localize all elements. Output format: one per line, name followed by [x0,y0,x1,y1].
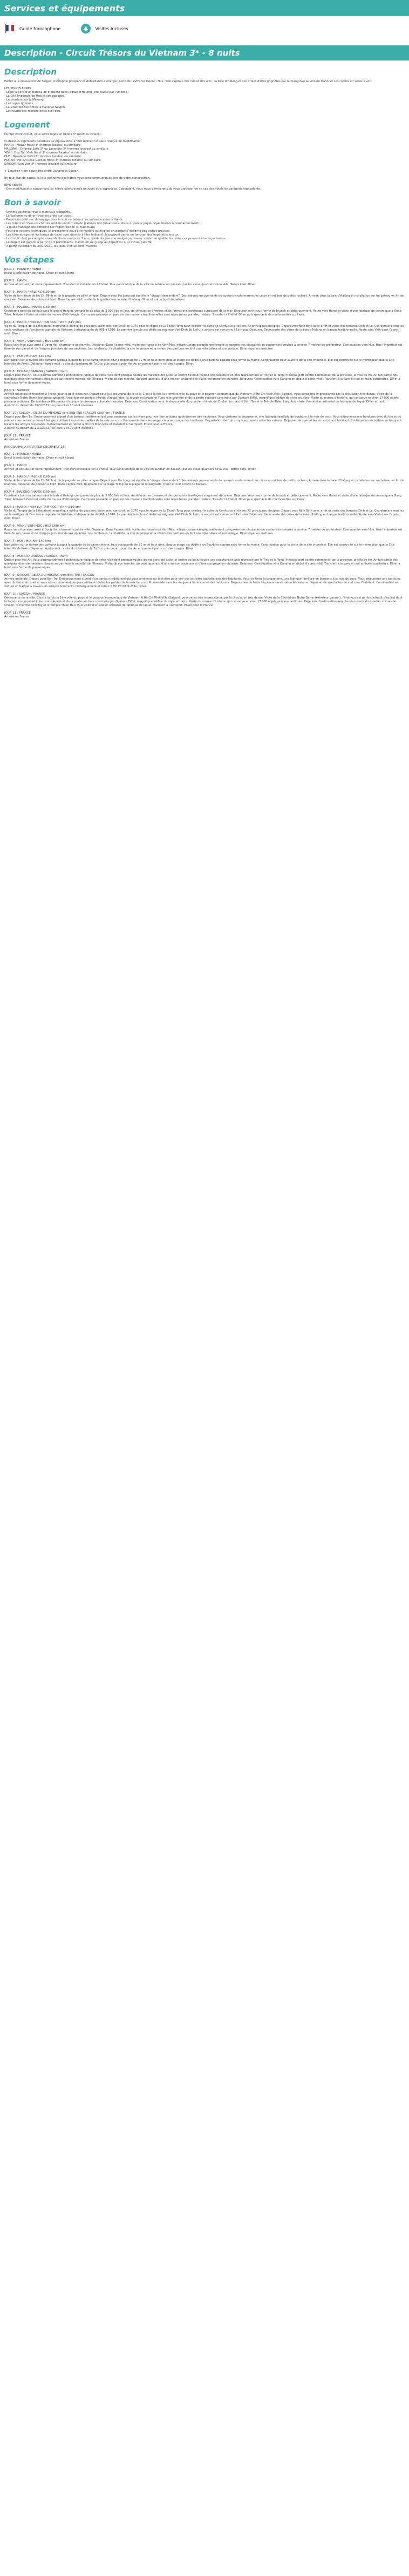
guide-flag-icon [4,23,16,35]
day-text: Arrivée et accueil par notre représentant. Transfert et installation à l'hôtel. Tour panoramique de la ville en autocar en passant par les vieux quartiers de la ville. Temps libre. Dîner. [4,468,256,471]
bon-savoir-item: - Le départ est garanti à partir de 3 participants, maximum 42 (jusqu'au départ du 7/11 inclus, puis 39). [4,241,154,244]
day-title: JOUR 10 : SAIGON / FRANCE [4,593,45,596]
feature-visits [80,23,128,35]
bon-savoir-item: - Rythme soutenu, réveils matinaux fréquents. [4,211,71,214]
day-title: JOUR 11 : FRANCE [4,434,31,438]
day-text: Croisière à bord du bateau dans la baie d'Halong, composée de plus de 3 000 îles et îlots, de silhouettes diverses et de formations karstiques surgissant de la mer. Déjeuner servi sous forme de brunch et débarquement. Route vers Hanoi et visite d'une fabrique de céramique à Dong Trieu. Arrivée à Hanoi et visite du musée d'ethnologie. Ce musée possède un parc où des maisons traditionnelles sont reproduites grandeur nature. Transfert à l'hôtel. Dîner puis spectacle de marionnettes sur l'eau. [4,494,402,501]
hotel-item: VINH : Duy Tan Vinh Hotel 3* (normes locales) ou similaire [4,151,88,154]
day-item [4,279,405,287]
bon-savoir-list [4,211,405,248]
day-text: Croisière à bord du bateau dans la baie d'Halong, composée de plus de 3 000 îles et îlots, de silhouettes diverses et de formations karstiques surgissant de la mer. Déjeuner servi sous forme de brunch et débarquement. Route vers Hanoi et visite d'une fabrique de céramique à Dong Trieu. Arrivée à Hanoi et visite du musée d'ethnologie. Ce musée possède un parc où des maisons traditionnelles sont reproduites grandeur nature. Transfert à l'hôtel. Dîner puis spectacle de marionnettes sur l'eau. [4,310,402,317]
day-item [4,321,405,336]
day-text: Navigation sur la rivière des parfums jusqu'à la pagode de la dame céleste, tour octogonale de 21 m de haut dont chaque étage est dédié à un Bouddha apparu sous forme humaine. Continuation pour la visite de la cité impériale. Elle est construite sur le même plan que la Cité Interdite de Pékin. Déjeuner. Après-midi : visite du tombeau de Tu Duc puis départ pour Hoi An en passant par le col des nuages. Dîner. [4,543,394,550]
day-item [4,490,405,502]
hotel-item: HA LONG : Oriental Sails 3* ou Lavender 3* (normes locales) ou similaire [4,147,108,151]
day-text: Découverte de la ville. C'est à la fois la 1ère ville du pays et le poumon économique du Vietnam. A Hô Chi Minh-Ville (Saigon), vous serez très impressionné par la circulation très dense. Visite de la Cathédrale Notre Dame (extérieur garanti), l'intérieur est parfois interdit d'accès) dont la façade en brique et l'une rare sobriété et de la poste centrale construite par Gustave Eiffel, magnifique édifice de style art déco. Visite du musée d'histoire, qui conserve environ 17 000 objets précieux antiques. Déjeuner. Continuation vers, la découverte du quartier chinois de Cholon, le marché Binh Tay et le Temple Thien Hau. Puis visite d'un atelier artisanal de fabrique de laque. Transfert à l'aéroport. Envol pour la France. [4,596,403,607]
extra-night-text: + 1 nuit en train-couchette entre Danang et Saigon. [4,170,79,173]
hotel-item: HANOI : Flower Hotel 3* (normes locales) ou similaire [4,144,81,147]
hotel-list-intro: Ci-dessous logements possibles ou équivalents, à titre indicatif et sous réserve de modification : [4,140,142,143]
day-title: JOUR 5 : HANOI / HOA LU / TAM COC / VINH (310 km) [4,321,81,324]
hotel-final-note-text: En tout état de cause, la liste définitive des hôtels vous sera communiquée lors de votre convocation. [4,177,151,180]
day-text: Visite du Temple de la Littérature, magnifique édifice de plusieurs bâtiments, construit en 1070 sous le règne de Ly Thanh Tong pour célébrer le culte de Confucius et de ses 72 principaux disciples. Départ vers Ninh Binh avec arrêt et visite des temples Dinh et Le. Ces derniers sont les seuls vestiges de l'ancienne capitale du Vietnam, indépendante de 968 à 1010. Le premier temple est dédié au seigneur Viet Dinh Bo Linh, le second est consacré à Lê Hoan. Déjeuner. Découverte des côtes de la baie d'Halong en barque traditionnelle. Route vers Vinh dans l'après-midi. Dîner. [4,325,404,335]
features-row [0,16,409,41]
point-item: - La croisière sur le Mékong. [4,98,45,102]
day-item [4,611,405,619]
description-intro-text: Partez à la découverte de Saigon, métropole prospère et débordante d'énergie, perle de l'extrême Orient ; Hue, ville capitale des rois et des arts ; la baie d'Halong et ses droles d'îlots grignotés par la mangrove ou encore Hanoi et ses ruelles en velours vert. [4,80,373,83]
hotel-item: SAIGON : Sen Viet 3* (normes locales) ou similaire [4,163,77,166]
description-bar-title: Description - Circuit Trésors du Vietnam 3* - 8 nuits [4,48,240,58]
day-text: Arrivée matinale et transfert à l'hôtel pour le petit-déjeuner. Départ pour la découverte de la ville. C'est à la fois la première ville du pays et le poumon économique du Vietnam. A Hô Chi Minh-Ville (Saigon), vous serez très impressionné par la circulation très dense. Visite de la cathédrale Notre Dame (extérieur garanti), l'intérieur est parfois interdit d'accès) dont la façade en brique et l'une rare sobriété et de la poste centrale construite par Gustave Eiffel, magnifique édifice de style art déco. Visite du musée d'histoire, qui conserve environ 17 000 objets précieux antiques. De nombreux bâtiments d'époque la présence coloniale française. Déjeuner. Continuation vers, la découverte du quartier chinois de Cholon, le marché Binh Tay et le Temple Thien Hau. Puis visite d'un atelier artisanal de fabrique de laque. Dîner et nuit. A partir du départ du 29/1/2021, les jours 9 et 10 sont inversés. [4,393,399,407]
bon-savoir-item: - A partir du départ du 29/1/2021, les jours 9 et 10 sont inversés. [4,245,98,248]
extra-night [4,170,405,173]
logement-heading: Logement [4,120,50,130]
day-item [4,291,405,302]
info-verite [4,184,405,191]
feature-visits-label: Visites incluses [95,26,128,31]
programme-decembre-title: PROGRAMME A PARTIR DE DECEMBRE 18 : [4,446,66,449]
day-item [4,574,405,589]
day-title: JOUR 3 : HANOI / HALONG (180 km) [4,475,57,479]
day-text: Arrivée matinale. Départ pour Ben Tre. Embarquement à bord d'un bateau traditionnel qui vous amènera sur la rivière pour voir des activités quotidiennes des habitants. Vous visiterez la briqueterie, une fabrique familiale de bonbons à la noix de coco. Vous déjeunerez une bordures avec du thé et du miel et vous verrez comment les gens utilisent toutes les parties de la noix de coco. Promenade dans les vergers à la rencontre des habitants. Dégustation de fruits tropicaux servis selon les saisons. Déjeuner de spécialités du sud chez l'habitant. Continuation en voiture en barque à travers les arroyos luxuriants. Débarquement et retour à Hô Chi Minh-Ville. Dîner. [4,577,401,588]
point-item: - Loger à bord d'un bateau de croisière dans la baie d'Halong, site classé par l'Unesco. [4,91,128,94]
services-title: Services et équipements [4,3,125,14]
point-item: - La situation des hôtels à Hanoi et Saigon. [4,106,66,109]
feature-guide [4,23,60,35]
day-title: JOUR 6 : VINH / VINH MOC / HUE (390 km) [4,340,66,343]
hotel-list [4,140,405,166]
bon-savoir-item: - Pour des raisons techniques, le programme peut être modifié ou inversé en gardant l'intégrité des visites prévues. [4,230,171,233]
day-text: Départ pour Hoi An. Vous pourrez admirer l'architecture typique de cette ville dont presque toutes les maisons ont juste un centre de bout façade une sculpture en bois représentant le Ying et le Yang. Principal port centre commercial de la province, la ville de Hoi An fait partie des quelques sites vietnamiens classés au patrimoine mondial de l'Unesco. Visite de son marché, du pont japonais, d'une maison ancienne et d'une congrégation chinoise. Déjeuner. Continuation vers Danang en début d'après-midi. Transfert à la gare et nuit en train-couchettes. Dîner à bord sous forme de panier-repas. [4,374,400,385]
description-intro [4,80,405,84]
day-title: JOUR 8 : HOI AN / DANANG / SAIGON (train) [4,370,68,373]
day-item [4,555,405,570]
point-item: - Le théâtre des marionnettes sur l'eau. [4,110,62,113]
day-title: JOUR 4 : HALONG / HANOI (180 km) [4,306,57,309]
day-text: Envol à destination de Hanoi. Dîner et nuit à bord. [4,272,75,275]
day-item [4,370,405,385]
points-title: LES POINTS FORTS [4,87,31,90]
bon-savoir-item: - Les trajets en train-couchettes sont de confort simple (cabines non privatisées, draps et panier pique-nique fournis à l'embarquement). [4,222,201,225]
hotel-final-note [4,177,405,180]
info-verite-title: INFO VERITE [4,184,23,187]
day-text: Visite de la maison de Ho Chi Minh et de la pagode au pilier unique. Départ pour Ha Long qui signifie le "dragon descendant". Ses violents mouvements de queue transformèrent les côtes en milliers de petits rochers. Arrivée dans la baie d'Halong et installation sur un bateau en fin de matinée. Déjeuner de poisson à bord. Dans l'après-midi, visite de la grotte dans la baie d'Halong. Dîner et nuit à bord du bateau. [4,294,404,301]
day-item [4,453,405,460]
page [0,0,409,619]
services-title-bar [0,0,409,16]
day-title: JOUR 8 : HOI AN / DANANG / SAIGON (train) [4,555,68,558]
day-text: Route vers Hue avec arrêt à Dong Hoi, charmante petite ville. Déjeuner. Dans l'après-midi, visite des tunnels de Vinh Moc, infrastructure exceptionnellement composée des douzaines de souterrains creusés à environ 7 mètres de profondeur. Continuation vers Hue. Hue l'impériale est fière de son passé et de l'origine princière de ses ancêtres. Les tombeaux, la citadelle, la cité impériale et la rivière des parfums en font une ville calme et romantique. Dîner royal en costume. [4,528,403,535]
main-content [0,67,409,619]
day-item [4,475,405,487]
day-title: JOUR 7 : HUE / HOI AN (140 km) [4,355,51,358]
day-item [4,355,405,366]
day-text: Visite de la maison de Ho Chi Minh et de la pagode au pilier unique. Départ pour Ha Long qui signifie le "dragon descendant". Ses violents mouvements de queue transformèrent les côtes en milliers de petits rochers. Arrivée dans la baie d'Halong et installation sur un bateau en fin de matinée. Déjeuner de poisson à bord. Dans l'après-midi, baignade sur la plage Ti Top ou la plage de la baignade. Dîner et nuit à bord du bateau. [4,479,404,486]
day-title: JOUR 2 : HANOI [4,279,27,283]
day-item [4,434,405,442]
day-text: Arrivée et accueil par notre représentant. Transfert et installation à l'hôtel. Tour panoramique de la ville en autocar en passant par les vieux quartiers de la ville. Temps libre. Dîner. [4,283,256,286]
day-item [4,464,405,472]
day-item [4,340,405,351]
point-item: - La Cité Impériale de Hué et ses pagodes. [4,95,65,98]
day-title: JOUR 2 : HANOI [4,464,27,467]
etapes-heading: Vos étapes [4,255,54,265]
day-text: Route vers Hue avec arrêt à Dong Hoi, charmante petite ville. Déjeuner. Dans l'après-midi, visite des tunnels de Vinh Moc, infrastructure exceptionnellement composée des douzaines de souterrains creusés à environ 7 mètres de profondeur. Continuation vers Hue. Hue l'impériale est fière de son passé et de l'origine princière de ses ancêtres. Les tombeaux, la citadelle, la cité impériale et la rivière des parfums en font une ville calme et romantique. Dîner royal en costume. [4,344,403,351]
description-heading: Description [4,67,57,77]
day-text: Visite du Temple de la Littérature, magnifique édifice de plusieurs bâtiments, construit en 1070 sous le règne de Ly Thanh Tong pour célébrer le culte de Confucius et de ses 72 principaux disciples. Départ vers Ninh Binh avec arrêt et visite des temples Dinh et Le. Ces derniers sont les seuls vestiges de l'ancienne capitale du Vietnam, indépendante de 968 à 1010. Le premier temple est dédié au seigneur Viet Dinh Bo Linh, le second est consacré à Lê Hoan. Déjeuner. Découverte des côtes de la baie d'Halong en barque traditionnelle. Route vers Vinh dans l'après-midi. Dîner. [4,509,404,520]
day-item [4,524,405,536]
visits-included-icon [80,23,92,35]
points-forts [4,87,405,113]
point-item: - Les repas typiques. [4,102,34,105]
description-title-bar [0,45,409,60]
bon-savoir-item: - 1 guide francophone différent par région visitée (3 maximum). [4,226,96,229]
feature-guide-label: Guide francophone [19,26,61,31]
programme-decembre-list [4,453,405,619]
day-item [4,306,405,317]
day-title: JOUR 9 : SAIGON [4,389,29,392]
etapes-list [4,268,405,442]
day-title: JOUR 3 : HANOI / HALONG (180 km) [4,291,57,294]
day-item [4,412,405,431]
day-title: JOUR 10 : SAIGON / DELTA DU MEKONG vers BEN TRE / SAIGON (200 km) / FRANCE [4,412,125,415]
day-text: Arrivée en France [4,438,29,441]
info-verite-text: - Des modifications concernant les hôtels sélectionnés peuvent être apportées. Cependant, nous nous efforcerons de vous proposer en ce cas des hôtels de catégorie équivalente. [4,187,261,191]
day-item [4,389,405,408]
day-text: Arrivée en France [4,615,29,618]
day-title: JOUR 4 : HALONG / HANOI (180 km) [4,490,57,494]
bon-savoir-item: - Le costume du dîner royal est prêté sur place. [4,214,72,218]
day-title: JOUR 5 : HANOI / HOA LU / TAM COC / VINH (310 km) [4,506,81,509]
day-item [4,593,405,608]
bon-savoir-item: - Les kilométrages et les temps de trajet sont donnés à titre indicatif, ils peuvent varier en fonction des impératifs locaux. [4,233,179,237]
day-title: JOUR 1 : FRANCE / HANOI [4,268,42,271]
day-title: JOUR 9 : SAIGON / DELTA DU MEKONG vers BEN TRE / SAIGON [4,574,94,577]
day-text: Navigation sur la rivière des parfums jusqu'à la pagode de la dame céleste, tour octogonale de 21 m de haut dont chaque étage est dédié à un Bouddha apparu sous forme humaine. Continuation pour la visite de la cité impériale. Elle est construite sur le même plan que la Cité Interdite de Pékin. Déjeuner. Après-midi : visite du tombeau de Tu Duc puis départ pour Hoi An en passant par le col des nuages. Dîner. [4,359,394,366]
logement-intro-text: Durant votre circuit, vous serez logés en hôtels 3* (normes locales). [4,133,102,136]
logement-intro [4,133,405,137]
day-title: JOUR 1 : FRANCE / HANOI [4,453,42,456]
hotel-item: HUE : Rosaleen Hotel 3* (normes locales) ou similaire [4,155,81,158]
day-title: JOUR 6 : VINH / VINH MOC / HUE (390 km) [4,524,66,528]
bon-savoir-item: - Prévoir un petit sac de voyage pour la nuit en bateau, les valises restent à Hanoi. [4,218,123,221]
day-text: Départ pour Hoi An. Vous pourrez admirer l'architecture typique de cette ville dont presque toutes les maisons ont juste un centre de bout façade une sculpture en bois représentant le Ying et le Yang. Principal port centre commercial de la province, la ville de Hoi An fait partie des quelques sites vietnamiens classés au patrimoine mondial de l'Unesco. Visite de son marché, du pont japonais, d'une maison ancienne et d'une congrégation chinoise. Déjeuner. Continuation vers Danang en début d'après-midi. Transfert à la gare et nuit en train-couchettes. Dîner à bord sous forme de panier-repas. [4,559,400,569]
day-item [4,540,405,551]
day-text: Départ pour Ben Tre. Embarquement à bord d'un bateau traditionnel qui vous amènera sur la rivière pour voir des activités quotidiennes des habitants. Vous visiterez la briqueterie, une fabrique familiale de bonbons à la noix de coco. Vous déjeunerez une bordures avec du thé et du miel et vous verrez comment les gens utilisent toutes les parties de la noix de coco. Promenade dans les vergers à la rencontre des habitants. Dégustation de fruits tropicaux servis selon les saisons. Déjeuner de spécialités du sud chez l'habitant. Continuation en voiture en barque à travers les arroyos luxuriants. Débarquement et retour à Hô Chi Minh-Ville et transfert à l'aéroport. Envol pour la France. A partir du départ du 29/1/2021, les jours 9 et 10 sont inversés. [4,415,402,430]
bon-savoir-item: - Le circuit n'est pas adapté aux enfants de moins de 7 ans, résidents pas une malgré un réseau routier de qualité les distances peuvent être importantes. [4,237,226,240]
day-text: Envol à destination de Hanoi. Dîner et nuit à bord. [4,456,75,460]
day-item [4,268,405,275]
bon-savoir-heading: Bon à savoir [4,198,61,207]
hotel-item: HOI AN : Hoi An Rose Garden Hotel 3* (normes locales) ou similaire [4,159,101,162]
day-item [4,506,405,521]
day-title: JOUR 7 : HUE / HOI AN (140 km) [4,540,51,543]
day-title: JOUR 11 : FRANCE [4,611,31,615]
